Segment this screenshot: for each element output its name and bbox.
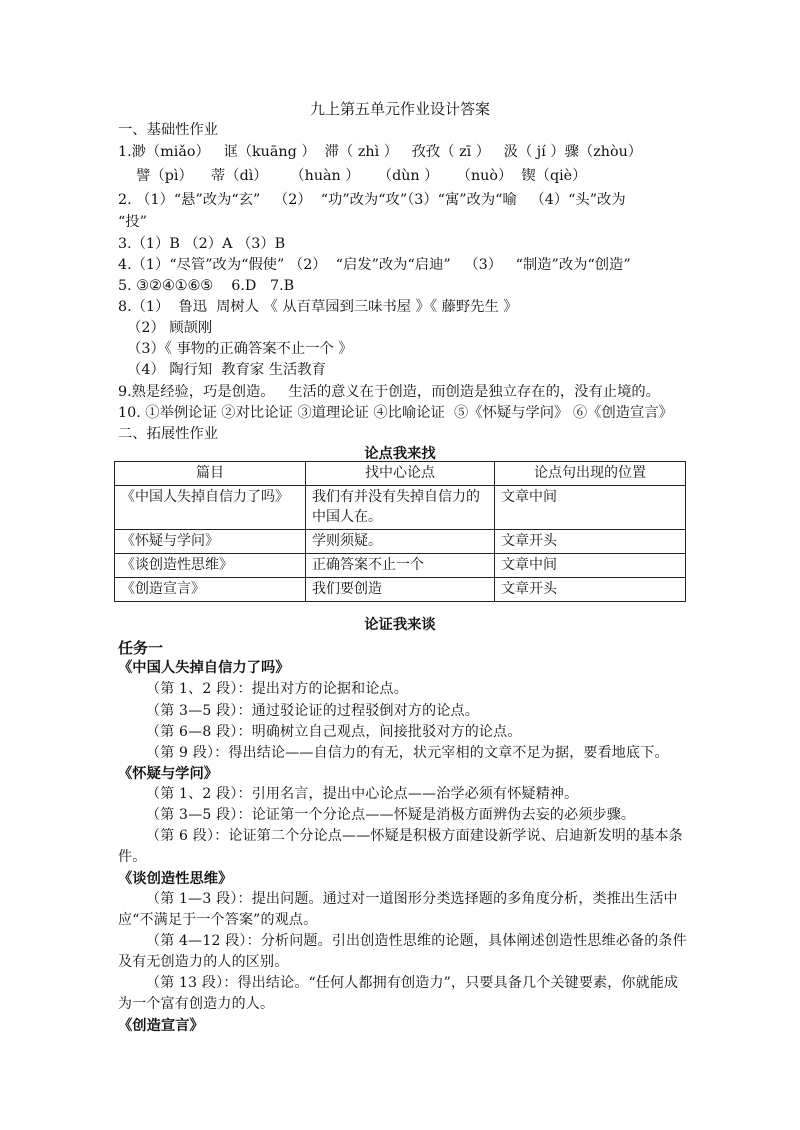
answer-line: 3.（1）B （2）A （3）B [118, 236, 286, 252]
answer-line: 8.（1） 鲁迅 周树人 《 从百草园到三味书屋 》《 藤野先生 》 [118, 299, 518, 315]
task-heading: 任务一 [118, 639, 164, 657]
answer-line: 4.（1）“尽管”改为“假使” （2） “启发”改为“启迪” （3） “制造”改为“创造” [118, 257, 631, 273]
answer-line: 9.熟是经验，巧是创造。 生活的意义在于创造，而创造是独立存在的，没有止境的。 [118, 384, 660, 400]
table-cell: 《怀疑与学问》 [115, 530, 306, 554]
document-title: 九上第五单元作业设计答案 [309, 100, 490, 118]
table-cell: 正确答案不止一个 [306, 554, 495, 578]
paragraph-note: （第 6—8 段）：明确树立自己观点，间接批驳对方的论点。 [146, 724, 522, 740]
answer-line: 2. （1）“悬”改为“玄” （2） “功”改为“攻”（3）“寓”改为“喻 （4）“头”改为 [118, 192, 626, 208]
answer-line: 1.渺（miǎo） 诓（kuāng ） 滞（ zhì ） 孜孜（ zī ） 汲（ jí ）骤（zhòu） [118, 144, 643, 160]
table-header: 篇目 [115, 462, 306, 486]
paragraph-note: （第 3—5 段）：论证第一个分论点——怀疑是消极方面辨伪去妄的必须步骤。 [146, 807, 636, 823]
table-row [115, 530, 686, 554]
answer-line: （3）《 事物的正确答案不止一个 》 [118, 341, 353, 357]
table-cell: 我们要创造 [306, 578, 495, 602]
table-cell: 文章开头 [495, 530, 686, 554]
answer-line: 10. ①举例论证 ②对比论证 ③道理论证 ④比喻论证 ⑤《怀疑与学问》 ⑥《创造宣言》 [118, 405, 673, 421]
paragraph-note: （第 9 段）：得出结论——自信力的有无，状元宰相的文章不足为据，要看地底下。 [146, 745, 669, 761]
section-basic-heading: 一、基础性作业 [118, 122, 219, 138]
essay-title: 《怀疑与学问》 [118, 766, 219, 782]
table-cell: 《谈创造性思维》 [115, 554, 306, 578]
answer-line: 5. ③②④①⑥⑤ 6.D 7.B [118, 278, 295, 294]
table-cell: 我们有并没有失掉自信力的中国人在。 [306, 486, 495, 530]
paragraph-note: （第 1、2 段）：引用名言，提出中心论点——治学必须有怀疑精神。 [146, 786, 579, 802]
answer-line: （4） 陶行知 教育家 生活教育 [118, 362, 326, 378]
table-cell: 文章中间 [495, 554, 686, 578]
essay-title: 《中国人失掉自信力了吗》 [118, 660, 290, 676]
table-cell: 学则须疑。 [306, 530, 495, 554]
table-header-row [115, 462, 686, 486]
essay-title: 《谈创造性思维》 [118, 871, 233, 887]
paragraph-note: （第 3—5 段）：通过驳论证的过程驳倒对方的论点。 [146, 703, 479, 719]
section-extended-heading: 二、拓展性作业 [118, 426, 219, 442]
essay-title: 《创造宣言》 [118, 1018, 204, 1034]
table-cell: 文章开头 [495, 578, 686, 602]
table-cell: 《中国人失掉自信力了吗》 [115, 486, 306, 530]
table-cell: 文章中间 [495, 486, 686, 530]
paragraph-note: （第 13 段）：得出结论。“任何人都拥有创造力”，只要具备几个关键要素，你就能成为一个富有创造力的人。 [118, 975, 679, 1012]
table-header: 找中心论点 [306, 462, 495, 486]
paragraph-note: （第 1—3 段）：提出问题。通过对一道图形分类选择题的多角度分析，类推出生活中应“不满足于一个答案”的观点。 [118, 891, 678, 928]
table-row [115, 578, 686, 602]
answer-line: （2） 顾颉刚 [118, 320, 213, 336]
table-caption: 论点我来找 [364, 446, 436, 462]
argument-table [114, 461, 686, 602]
paragraph-note: （第 4—12 段）：分析问题。引出创造性思维的论题，具体阐述创造性思维必备的条件及有无创造力的人的区别。 [118, 933, 687, 970]
table-header: 论点句出现的位置 [495, 462, 686, 486]
paragraph-note: （第 6 段）：论证第二个分论点——怀疑是积极方面建设新学说、启迪新发明的基本条件。 [118, 828, 683, 865]
table-row [115, 554, 686, 578]
answer-line: 譬（pì） 蒂（dì） （huàn ） （dùn ） （nuò） 锲（qiè） [118, 168, 587, 184]
table-cell: 《创造宣言》 [115, 578, 306, 602]
discussion-heading: 论证我来谈 [364, 617, 436, 633]
answer-line: “投” [118, 214, 147, 230]
table-row [115, 486, 686, 530]
paragraph-note: （第 1、2 段）：提出对方的论据和论点。 [146, 681, 408, 697]
